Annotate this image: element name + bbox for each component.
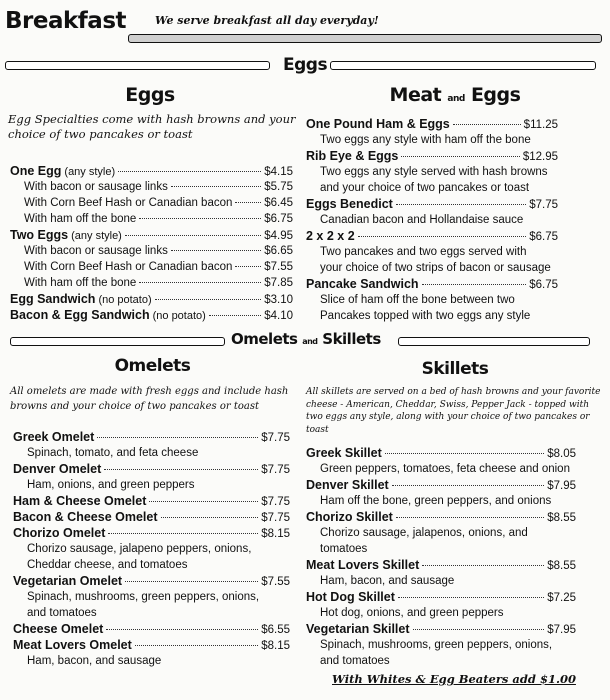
dot-leader	[171, 250, 261, 251]
menu-item	[13, 429, 290, 445]
dot-leader	[135, 645, 258, 646]
dot-leader	[396, 204, 526, 205]
banner-word: Omelets	[231, 330, 298, 348]
menu-item	[306, 228, 558, 244]
item-name: Vegetarian Omelet	[13, 574, 123, 588]
item-description: Two eggs any style with ham off the bone	[320, 134, 531, 146]
item-price: $6.75	[529, 231, 558, 243]
item-description: Spinach, tomato, and feta cheese	[27, 447, 199, 459]
dot-leader	[125, 581, 258, 582]
menu-item	[13, 621, 290, 637]
dot-leader	[453, 124, 521, 125]
menu-item	[306, 509, 576, 525]
heading-word: Eggs	[470, 84, 521, 106]
menu-item	[10, 307, 293, 323]
item-price: $7.75	[261, 512, 290, 524]
item-description: Spinach, mushrooms, green peppers, onions,	[27, 591, 260, 603]
item-name: 2 x 2 x 2	[306, 229, 355, 243]
item-price: $8.55	[547, 512, 576, 524]
item-price: $7.75	[529, 199, 558, 211]
item-name: With ham off the bone	[24, 213, 137, 225]
item-description: Ham, bacon, and sausage	[27, 655, 162, 667]
item-name: Greek Skillet	[306, 446, 382, 460]
dot-leader	[139, 218, 261, 219]
dot-leader	[139, 282, 261, 283]
item-name: Cheese Omelet	[13, 622, 104, 636]
dot-leader	[358, 236, 527, 237]
dot-leader	[396, 517, 544, 518]
dot-leader	[108, 533, 258, 534]
item-price: $6.75	[529, 279, 558, 291]
dot-leader	[413, 629, 545, 630]
item-name: Egg Sandwich	[10, 292, 96, 306]
item-price: $8.15	[261, 640, 290, 652]
dot-leader	[235, 266, 261, 267]
menu-item	[306, 116, 558, 132]
divider-bar	[330, 61, 596, 70]
item-description: your choice of two strips of bacon or sausage	[320, 262, 551, 274]
omelets-heading: Omelets	[114, 356, 191, 376]
divider-bar	[10, 337, 225, 346]
item-description: Spinach, mushrooms, green peppers, onions,	[320, 639, 553, 651]
eggs-intro: Egg Specialties come with hash browns and your choice of two pancakes or toast	[8, 112, 296, 141]
dot-leader	[209, 315, 261, 316]
dot-leader	[401, 156, 519, 157]
item-price: $5.75	[264, 181, 293, 193]
item-price: $3.10	[264, 294, 293, 306]
item-name: Hot Dog Skillet	[306, 590, 395, 604]
item-description: and your choice of two pancakes or toast	[320, 182, 530, 194]
item-description: Ham, bacon, and sausage	[320, 575, 455, 587]
item-name: Greek Omelet	[13, 430, 95, 444]
dot-leader	[155, 299, 262, 300]
menu-item	[10, 211, 293, 227]
dot-leader	[171, 186, 261, 187]
item-price: $7.25	[547, 592, 576, 604]
item-name: Denver Skillet	[306, 478, 389, 492]
item-price: $7.95	[547, 480, 576, 492]
item-name: Rib Eye & Eggs	[306, 149, 399, 163]
item-description: Canadian bacon and Hollandaise sauce	[320, 214, 524, 226]
tagline: We serve breakfast all day everyday!	[155, 14, 379, 27]
item-note: (no potato)	[98, 294, 152, 306]
item-price: $7.95	[547, 624, 576, 636]
item-price: $7.75	[261, 464, 290, 476]
item-price: $4.10	[264, 310, 293, 322]
item-price: $8.15	[261, 528, 290, 540]
dot-leader	[97, 437, 258, 438]
menu-item	[13, 525, 290, 541]
menu-item	[10, 163, 293, 179]
dot-leader	[104, 469, 258, 470]
item-name: Meat Lovers Omelet	[13, 638, 132, 652]
item-description: Two pancakes and two eggs served with	[320, 246, 527, 258]
item-price: $6.65	[264, 245, 293, 257]
dot-leader	[422, 284, 527, 285]
item-price: $7.55	[264, 261, 293, 273]
menu-item	[10, 259, 293, 275]
item-name: Bacon & Cheese Omelet	[13, 510, 158, 524]
item-price: $7.55	[261, 576, 290, 588]
meat-and-eggs-list	[306, 116, 558, 324]
skillets-intro: All skillets are served on a bed of hash browns and your favorite cheese - American, Cheddar, Swiss, Pepper Jack - topped with two eggs any style, along with your choice of two pancakes or toast	[306, 387, 601, 435]
menu-item	[10, 195, 293, 211]
menu-item	[10, 179, 293, 195]
item-price: $7.75	[261, 496, 290, 508]
dot-leader	[125, 235, 261, 236]
omelets-intro: All omelets are made with fresh eggs and include hash browns and your choice of two pancakes or toast	[10, 386, 289, 412]
eggs-heading: Eggs	[125, 84, 175, 106]
item-price: $6.75	[264, 213, 293, 225]
omelets-skillets-banner	[231, 330, 381, 348]
dot-leader	[422, 565, 544, 566]
dot-leader	[106, 629, 258, 630]
item-price: $7.85	[264, 277, 293, 289]
egg-beaters-note: With Whites & Egg Beaters add $1.00	[332, 672, 576, 686]
banner-word: Skillets	[322, 330, 381, 348]
menu-item	[306, 589, 576, 605]
item-note: (no potato)	[152, 310, 206, 322]
menu-item	[13, 461, 290, 477]
item-description: Ham, onions, and green peppers	[27, 479, 195, 491]
item-description: Pancakes topped with two eggs any style	[320, 310, 531, 322]
item-name: One Pound Ham & Eggs	[306, 117, 450, 131]
item-description: Green peppers, tomatoes, feta cheese and onion	[320, 463, 570, 475]
item-name: Eggs Benedict	[306, 197, 393, 211]
menu-item	[306, 557, 576, 573]
item-name: Meat Lovers Skillet	[306, 558, 420, 572]
dot-leader	[398, 597, 544, 598]
item-description: Two eggs any style served with hash browns	[320, 166, 548, 178]
item-description: Chorizo sausage, jalapenos, onions, and	[320, 527, 528, 539]
item-name: With ham off the bone	[24, 277, 137, 289]
skillets-heading: Skillets	[421, 359, 489, 379]
item-price: $8.05	[547, 448, 576, 460]
item-description: Ham off the bone, green peppers, and onions	[320, 495, 552, 507]
menu-item	[13, 509, 290, 525]
menu-item	[306, 477, 576, 493]
menu-title: Breakfast	[5, 8, 127, 34]
item-name: With Corn Beef Hash or Canadian bacon	[24, 197, 233, 209]
item-description: and tomatoes	[27, 607, 97, 619]
item-name: Bacon & Egg Sandwich	[10, 308, 150, 322]
item-name: Vegetarian Skillet	[306, 622, 410, 636]
dot-leader	[392, 485, 545, 486]
item-price: $8.55	[547, 560, 576, 572]
item-description: Slice of ham off the bone between two	[320, 294, 515, 306]
item-description: Chorizo sausage, jalapeno peppers, onions,	[27, 543, 252, 555]
item-name: Pancake Sandwich	[306, 277, 419, 291]
item-price: $7.75	[261, 432, 290, 444]
item-name: One Egg	[10, 164, 62, 178]
eggs-banner-title: Eggs	[283, 55, 328, 75]
menu-item	[306, 445, 576, 461]
menu-item	[306, 196, 558, 212]
divider-bar	[128, 34, 602, 43]
item-name: Ham & Cheese Omelet	[13, 494, 147, 508]
menu-item	[306, 148, 558, 164]
dot-leader	[385, 453, 544, 454]
dot-leader	[235, 202, 261, 203]
menu-item	[13, 493, 290, 509]
item-name: With Corn Beef Hash or Canadian bacon	[24, 261, 233, 273]
heading-word: and	[447, 94, 465, 104]
item-price: $11.25	[523, 119, 558, 131]
menu-item	[10, 243, 293, 259]
item-name: Two Eggs	[10, 228, 69, 242]
item-price: $6.55	[261, 624, 290, 636]
item-description: and tomatoes	[320, 655, 390, 667]
item-name: Denver Omelet	[13, 462, 102, 476]
item-description: Hot dog, onions, and green peppers	[320, 607, 504, 619]
item-price: $6.45	[264, 197, 293, 209]
divider-bar	[5, 61, 270, 70]
dot-leader	[149, 501, 258, 502]
meat-and-eggs-heading	[305, 84, 605, 106]
eggs-list	[10, 163, 293, 323]
item-name: With bacon or sausage links	[24, 245, 168, 257]
menu-item	[10, 275, 293, 291]
item-name: Chorizo Omelet	[13, 526, 106, 540]
menu-item	[10, 291, 293, 307]
item-name: Chorizo Skillet	[306, 510, 393, 524]
menu-item	[306, 621, 576, 637]
dot-leader	[161, 517, 259, 518]
menu-item	[13, 573, 290, 589]
item-price: $12.95	[522, 151, 558, 163]
divider-bar	[398, 337, 590, 346]
heading-word: Meat	[389, 84, 442, 106]
skillets-list	[306, 445, 576, 669]
item-price: $4.95	[264, 230, 293, 242]
item-name: With bacon or sausage links	[24, 181, 168, 193]
item-note: (any style)	[71, 230, 122, 242]
item-description: tomatoes	[320, 543, 368, 555]
item-description: Cheddar cheese, and tomatoes	[27, 559, 188, 571]
banner-word: and	[302, 337, 318, 346]
dot-leader	[118, 171, 261, 172]
omelets-list	[13, 429, 290, 669]
menu-item	[306, 276, 558, 292]
item-note: (any style)	[64, 166, 116, 178]
item-price: $4.15	[264, 166, 293, 178]
menu-item	[13, 637, 290, 653]
menu-item	[10, 227, 293, 243]
